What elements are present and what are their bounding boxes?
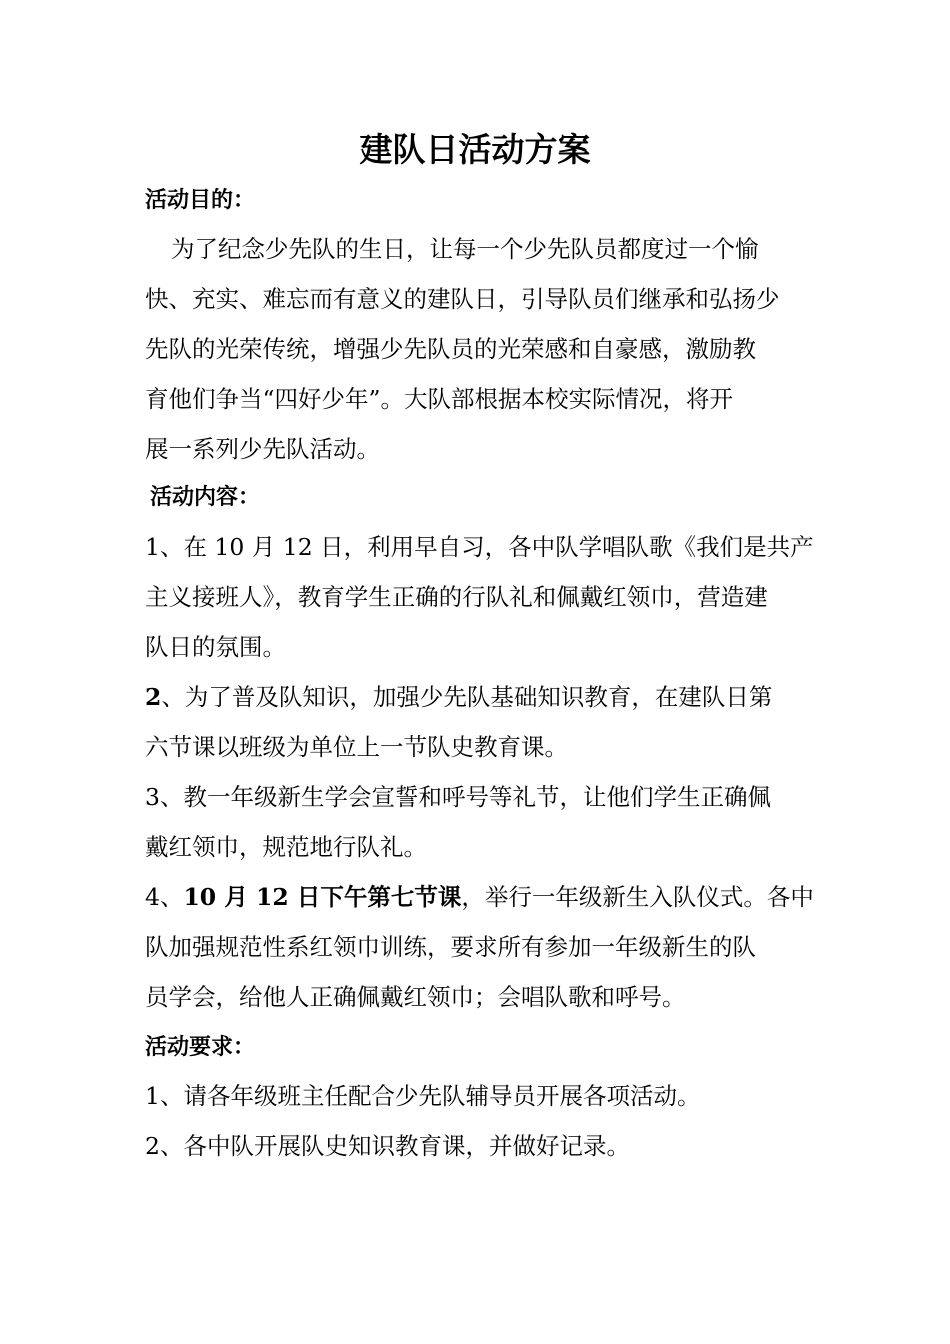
content-item-2-text: 、为了普及队知识，加强少先队基础知识教育，在建队日第 (161, 683, 773, 711)
content-item-3-line: 3、教一年级新生学会宣誓和呼号等礼节，让他们学生正确佩 (145, 783, 771, 811)
content-item-2-line: 六节课以班级为单位上一节队史教育课。 (145, 733, 568, 761)
content-item-4-emphasis: 10 月 12 日下午第七节课 (183, 883, 462, 911)
requirements-heading: 活动要求： (145, 1035, 256, 1060)
content-item-1-line: 主义接班人》，教育学生正确的行队礼和佩戴红领巾，营造建 (145, 583, 768, 611)
content-item-4-line: 员学会，给他人正确佩戴红领巾；会唱队歌和呼号。 (145, 983, 686, 1011)
purpose-line: 育他们争当“四好少年”。大队部根据本校实际情况，将开 (145, 385, 734, 413)
purpose-heading: 活动目的： (145, 188, 256, 213)
content-item-4-prefix: 4、 (145, 883, 184, 911)
content-item-4-text: ，举行一年级新生入队仪式。各中 (461, 883, 814, 911)
purpose-line: 展一系列少先队活动。 (145, 435, 380, 463)
requirements-list (145, 1071, 810, 1171)
requirements-item: 1、请各年级班主任配合少先队辅导员开展各项活动。 (145, 1082, 701, 1110)
content-item-4 (145, 872, 814, 1022)
content-item-2 (145, 672, 810, 772)
content-item-2-line (145, 672, 810, 722)
content-heading: 活动内容： (150, 485, 261, 510)
purpose-line: 快、充实、难忘而有意义的建队日，引导队员们继承和弘扬少 (145, 285, 780, 313)
document-title: 建队日活动方案 (359, 130, 591, 169)
content-item-2-number: 2 (145, 683, 162, 711)
content-item-1-line: 1、在 10 月 12 日，利用早自习，各中队学唱队歌《我们是共产 (145, 533, 814, 561)
requirements-item: 2、各中队开展队史知识教育课，并做好记录。 (145, 1132, 630, 1160)
content-item-1-line: 队日的氛围。 (145, 633, 286, 661)
purpose-line: 为了纪念少先队的生日，让每一个少先队员都度过一个愉 (171, 235, 759, 263)
content-item-3-line: 戴红领巾，规范地行队礼。 (145, 833, 427, 861)
content-item-3 (145, 772, 810, 872)
content-item-1 (145, 522, 814, 672)
content-item-4-line: 队加强规范性系红领巾训练，要求所有参加一年级新生的队 (145, 933, 756, 961)
content-item-4-line (145, 872, 814, 922)
purpose-line: 先队的光荣传统，增强少先队员的光荣感和自豪感，激励教 (145, 335, 756, 363)
purpose-paragraph (145, 224, 810, 474)
